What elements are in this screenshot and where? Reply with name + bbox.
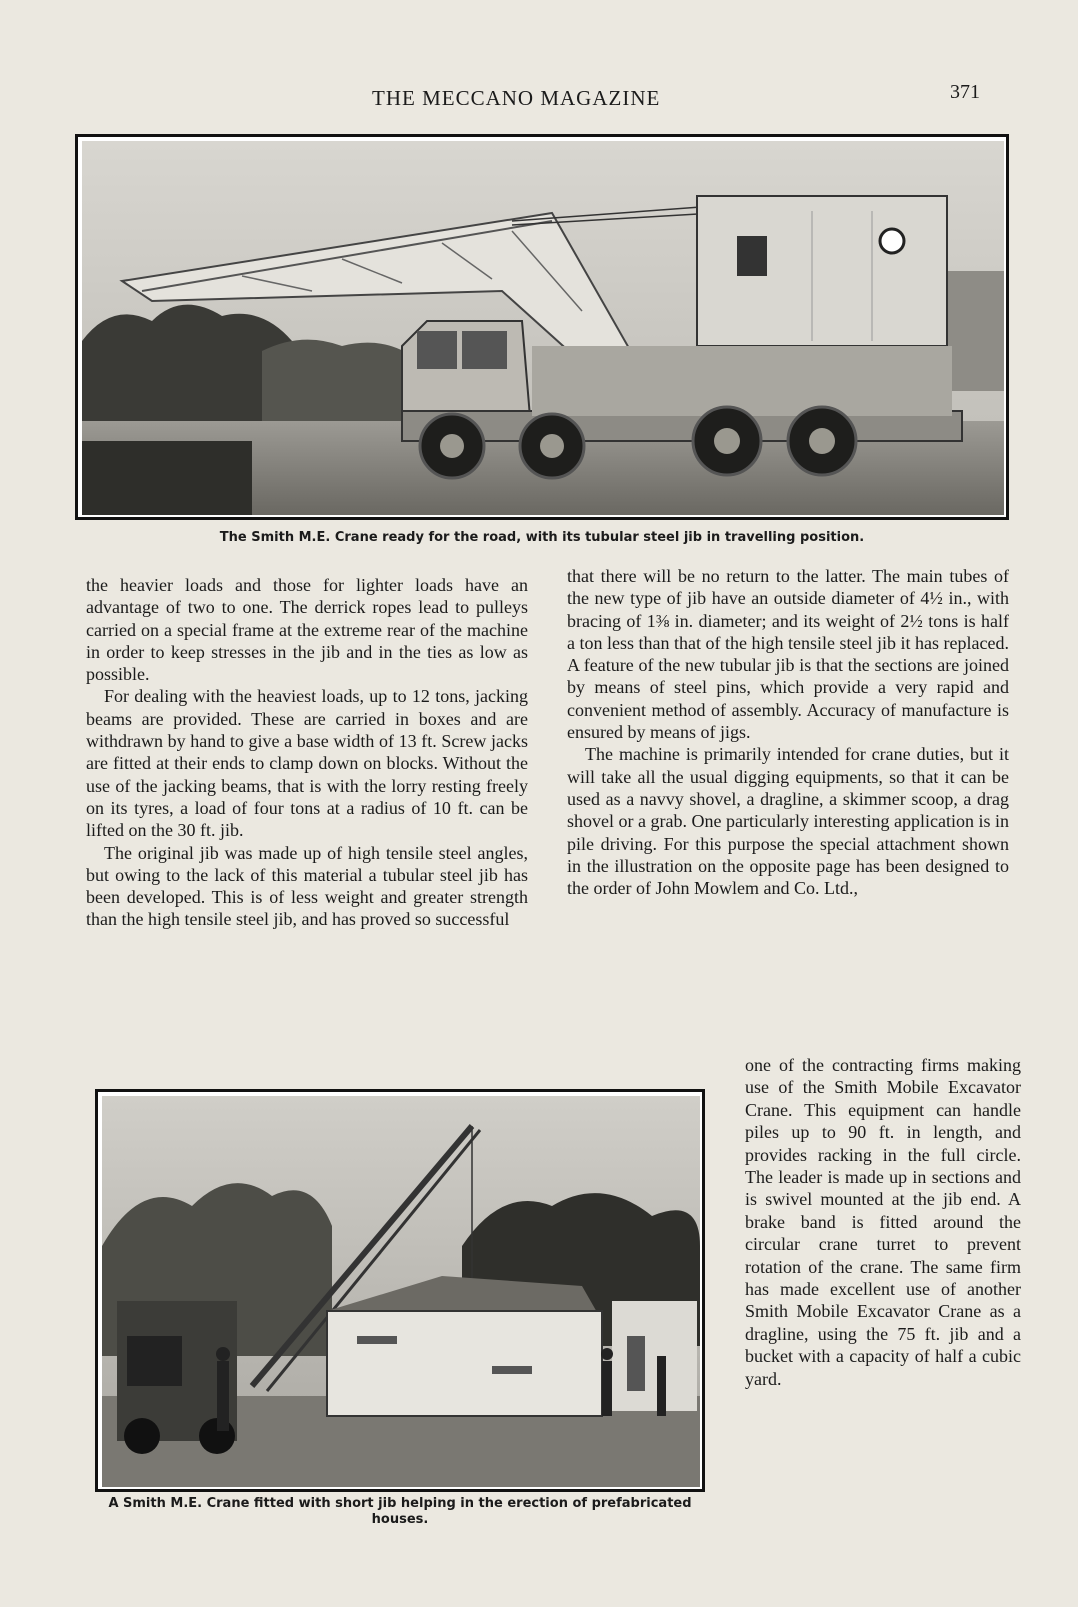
crane-erecting-houses-photo	[95, 1089, 705, 1492]
crane-travelling-illustration	[82, 141, 1004, 515]
figure-caption-2: A Smith M.E. Crane fitted with short jib helping in the erection of prefabricated houses.	[108, 1496, 692, 1527]
paragraph: The original jib was made up of high tensile steel angles, but owing to the lack of this material a tubular steel jib has been developed. This is of less weight and greater strength than the high tensile steel jib, and has proved so successful	[86, 842, 528, 930]
paragraph: the heavier loads and those for lighter loads have an advantage of two to one. The derrick ropes lead to pulleys carried on a special frame at the extreme rear of the machine in order to keep stresses in the jib and in the ties as low as possible.	[86, 575, 528, 685]
paragraph: The machine is primarily intended for crane duties, but it will take all the usual digging equipments, so that it can be used as a navvy shovel, a dragline, a skimmer scoop, a drag shovel or a grab. One particularly interesting application is in pile driving. For this purpose the special attachment shown in the illustration on the opposite page has been designed to the order of John Mowlem and Co. Ltd.,	[567, 744, 1009, 899]
paragraph: one of the contracting firms making use of the Smith Mobile Excavator Crane. This equipment can handle piles up to 90 ft. in length, and provides racking in the full circle. The leader is made up in sections and is swivel mounted at the jib end. A brake band is fitted around the circular crane turret to prevent rotation of the crane. The same firm has made excellent use of another Smith Mobile Excavator Crane as a dragline, using the 75 ft. jib and a bucket with a capacity of half a cubic yard.	[745, 1055, 1021, 1389]
running-head-title: THE MECCANO MAGAZINE	[372, 86, 661, 110]
figure-caption-1: The Smith M.E. Crane ready for the road, with its tubular steel jib in travelling position.	[219, 530, 865, 545]
page-number: 371	[950, 81, 980, 103]
paragraph: For dealing with the heaviest loads, up to 12 tons, jacking beams are provided. These are carried in boxes and are withdrawn by hand to give a base width of 13 ft. Screw jacks are fitted at their ends to clamp down on blocks. Without the use of the jacking beams, that is with the lorry resting freely on its tyres, a load of four tons at a radius of 10 ft. can be lifted on the 30 ft. jib.	[86, 686, 528, 841]
crane-erecting-houses-illustration	[102, 1096, 700, 1487]
paragraph: that there will be no return to the latter. The main tubes of the new type of jib have an outside diameter of 4½ in., with bracing of 1⅜ in. diameter; and its weight of 2½ tons is half a ton less than that of the high tensile steel jib it has replaced. A feature of the new tubular jib is that the sections are joined by means of steel pins, which provide a very rapid and convenient method of assembly. Accuracy of manufacture is ensured by means of jigs.	[567, 566, 1009, 743]
text-column-right	[567, 565, 1009, 899]
text-column-left	[86, 574, 528, 931]
text-column-right-continued	[745, 1054, 1021, 1390]
crane-travelling-photo	[75, 134, 1009, 520]
